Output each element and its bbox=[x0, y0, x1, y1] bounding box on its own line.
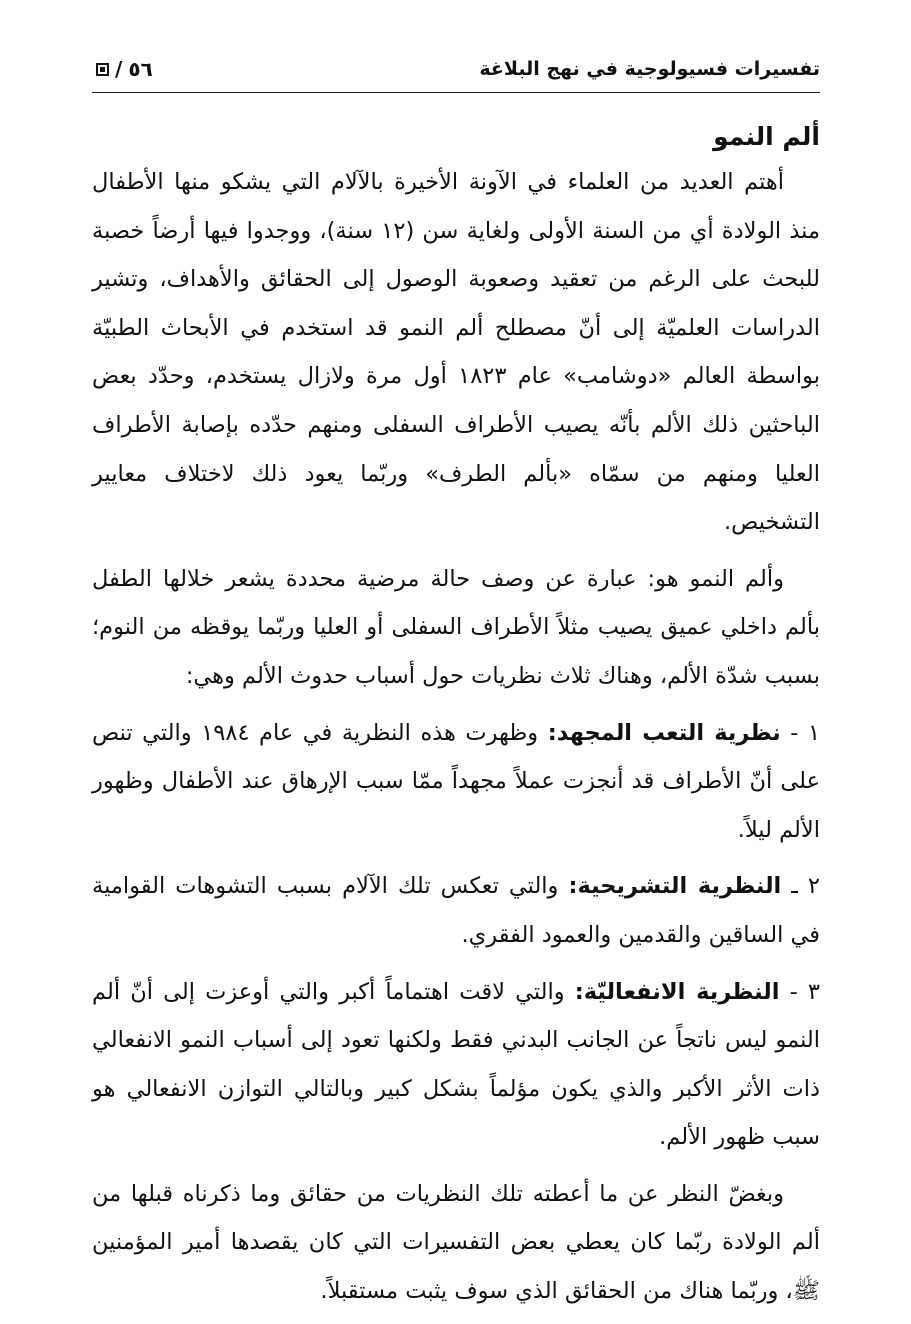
item-number: ١ - bbox=[790, 719, 821, 746]
item-number: ٣ - bbox=[789, 978, 820, 1005]
item-number: ٢ ـ bbox=[791, 873, 820, 900]
running-header bbox=[92, 52, 820, 93]
theory-term: النظرية التشريحية: bbox=[568, 873, 782, 900]
theory-item-1 bbox=[92, 709, 820, 855]
theory-term: نظرية التعب المجهد: bbox=[547, 719, 781, 746]
section-title: ألم النمو bbox=[713, 122, 820, 151]
theory-text: والتي تعكس تلك الآلام بسبب التشوهات القوامية في الساقين والقدمين والعمود الفقري. bbox=[92, 873, 820, 948]
page-separator: / bbox=[115, 57, 123, 81]
book-title: تفسيرات فسيولوجية في نهج البلاغة bbox=[479, 58, 820, 80]
document-page bbox=[92, 0, 820, 1316]
paragraph-intro: أهتم العديد من العلماء في الآونة الأخيرة بالآلام التي يشكو منها الأطفال منذ الولادة أي من السنة الأولى ولغاية سن (١٢ سنة)، ووجدوا فيها أرضاً خصبة للبحث على الرغم من تعقيد وصعوبة الوصول إلى الحقائق والأهداف، وتشير الدراسات العلميّة إلى أنّ مصطلح ألم النمو قد استخدم في الأبحاث الطبيّة بواسطة العالم «دوشامب» عام ١٨٢٣ أول مرة ولازال يستخدم، وحدّد بعض الباحثين ذلك الألم بأنّه يصيب الأطراف السفلى ومنهم حدّده بإصابة الأطراف العليا ومنهم من سمّاه «بألم الطرف» وربّما يعود ذلك لاختلاف معايير التشخيص. bbox=[92, 169, 820, 536]
page-marker-icon bbox=[96, 63, 109, 76]
theory-item-2 bbox=[92, 862, 820, 959]
theory-text: وظهرت هذه النظرية في عام ١٩٨٤ والتي تنص على أنّ الأطراف قد أنجزت عملاً مجهداً ممّا سبب الإرهاق عند الأطفال وظهور الألم ليلاً. bbox=[92, 719, 820, 843]
paragraph-definition: وألم النمو هو: عبارة عن وصف حالة مرضية محددة يشعر خلالها الطفل بألم داخلي عميق يصيب مثلاً الأطراف السفلى أو العليا وربّما يوقظه من النوم؛ بسبب شدّة الألم، وهناك ثلاث نظريات حول أسباب حدوث الألم وهي: bbox=[92, 565, 820, 689]
paragraph-conclusion: وبغضّ النظر عن ما أعطته تلك النظريات من حقائق وما ذكرناه قبلها من ألم الولادة ربّما كان يعطي بعض التفسيرات التي كان يقصدها أمير المؤمنين ﷺ، وربّما هناك من الحقائق الذي سوف يثبت مستقبلاً. bbox=[92, 1180, 820, 1305]
body-text bbox=[92, 118, 820, 1324]
page-number-group bbox=[92, 57, 153, 81]
theory-item-3 bbox=[92, 968, 820, 1162]
page-number: ٥٦ bbox=[128, 57, 153, 81]
theory-text: والتي لاقت اهتماماً أكبر والتي أوعزت إلى أنّ ألم النمو ليس ناتجاً عن الجانب البدني فقط ولكنها تعود إلى أسباب النمو الانفعالي ذات الأثر الأكبر والذي يكون مؤلماً بشكل كبير وبالتالي التوازن الانفعالي هو سبب ظهور الألم. bbox=[92, 978, 820, 1151]
theory-term: النظرية الانفعاليّة: bbox=[574, 978, 780, 1005]
